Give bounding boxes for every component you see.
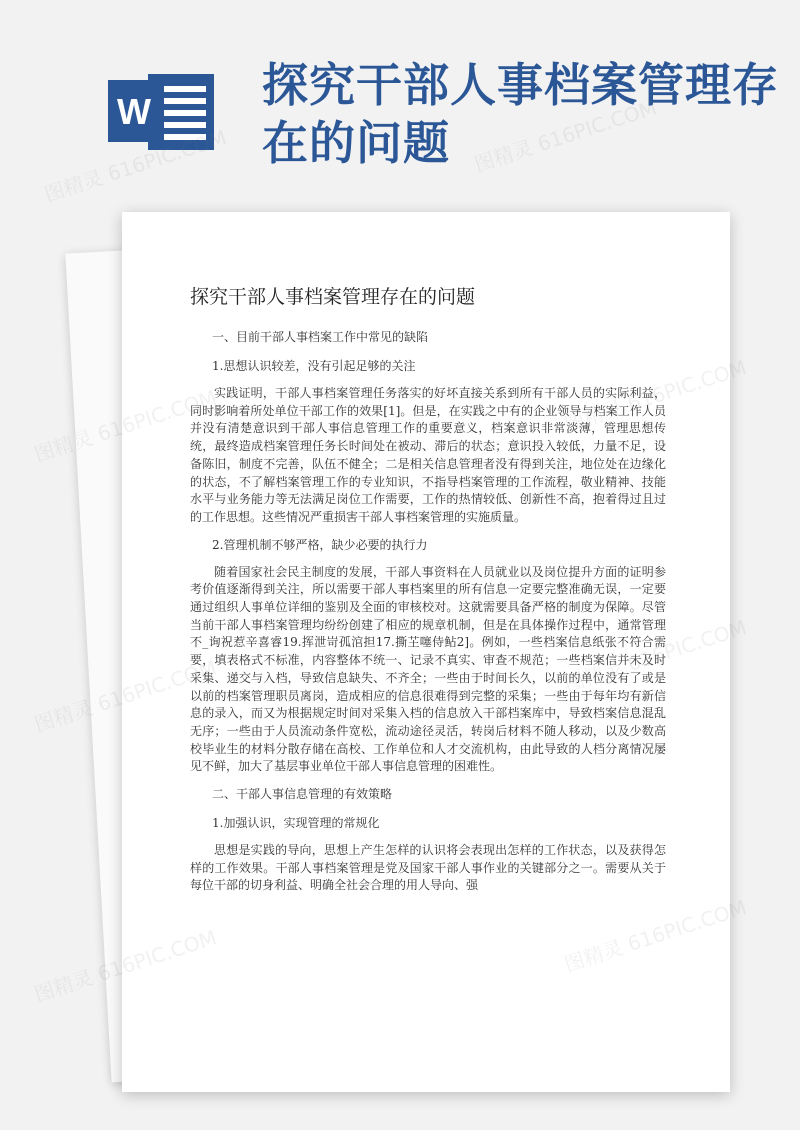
- watermark: 图精灵 616PIC.COM: [471, 95, 660, 177]
- watermark: 图精灵: [31, 425, 96, 467]
- document-page: [122, 212, 730, 1092]
- word-logo-icon: [108, 70, 216, 154]
- section-heading: 一、目前干部人事档案工作中常见的缺陷: [212, 330, 429, 344]
- subsection-heading: 1.思想认识较差，没有引起足够的关注: [212, 359, 416, 373]
- subsection-heading: 1.加强认识，实现管理的常规化: [212, 816, 380, 831]
- watermark: 图精灵: [31, 965, 96, 1007]
- watermark: 图精灵 616PIC.COM: [41, 125, 230, 207]
- watermark: 图精灵: [31, 695, 96, 737]
- subsection-heading: 2.管理机制不够严格，缺少必要的执行力: [212, 537, 428, 552]
- paragraph: 思想是实践的导向，思想上产生怎样的认识将会表现出怎样的工作状态，以及获得怎样的工作效果。干部人事档案管理是党及国家干部人事作业的关键部分之一。需要从关于每位干部的切身利益、明确全社会合理的用人导向、强: [190, 843, 666, 893]
- document-title: 探究干部人事档案管理存在的问题: [190, 286, 476, 308]
- document-body: [190, 328, 666, 904]
- banner-title: 探究干部人事档案管理存在的问题: [262, 58, 779, 170]
- word-logo-letter: W: [117, 91, 151, 132]
- paragraph: 实践证明，干部人事档案管理任务落实的好坏直接关系到所有干部人员的实际利益，同时影响着所处单位干部工作的效果[1]。但是，在实践之中有的企业领导与档案工作人员并没有清楚意识到干部人事信息管理工作的重要意义，档案意识非常淡薄，管理思想传统，最终造成档案管理任务长时间处在被动、滞后的状态；意识投入较低，力量不足，设备陈旧，制度不完善，队伍不健全；二是相关信息管理者没有得到关注，地位处在边缘化的状态，不了解档案管理工作的专业知识，不指导档案管理的工作流程，敬业精神、技能水平与业务能力等无法满足岗位工作需要，工作的热情较低、创新性不高，抱着得过且过的工作思想。这些情况严重损害干部人事档案管理的实施质量。: [190, 386, 666, 524]
- section-heading: 二、干部人事信息管理的有效策略: [212, 787, 393, 802]
- paragraph: 随着国家社会民主制度的发展，干部人事资料在人员就业以及岗位提升方面的证明参考价值逐渐得到关注，所以需要干部人事档案里的所有信息一定要完整准确无误，一定要通过组织人事单位详细的鉴别及全面的审核校对。这就需要具备严格的制度为保障。尽管当前干部人事档案管理均纷纷创建了相应的规章机制，但是在具体操作过程中，通常管理不_询祝惹辛喜睿19.挥泄岢孤涫担17.撕芏噻侍鲇2]。例如，一些档案信息纸张不符合需要，填表格式不标准，内容整体不统一、记录不真实、审查不规范；一些档案信并未及时采集、递交与入档，导致信息缺失、不齐全；一些由于时间长久，以前的单位没有了或是以前的档案管理职员离岗，造成相应的信息很难得到完整的采集；一些由于每年均有新信息的录入，而又为根据规定时间对采集入档的信息放入干部档案库中，导致档案信息混乱无序；一些由于人员流动条件宽松，流动途径灵活，转岗后材料不随人移动，以及少数高校毕业生的材料分散存储在高校、工作单位和人才交流机构，由此导致的人档分离情况屡见不鲜，加大了基层事业单位干部人事信息管理的困难性。: [190, 564, 666, 774]
